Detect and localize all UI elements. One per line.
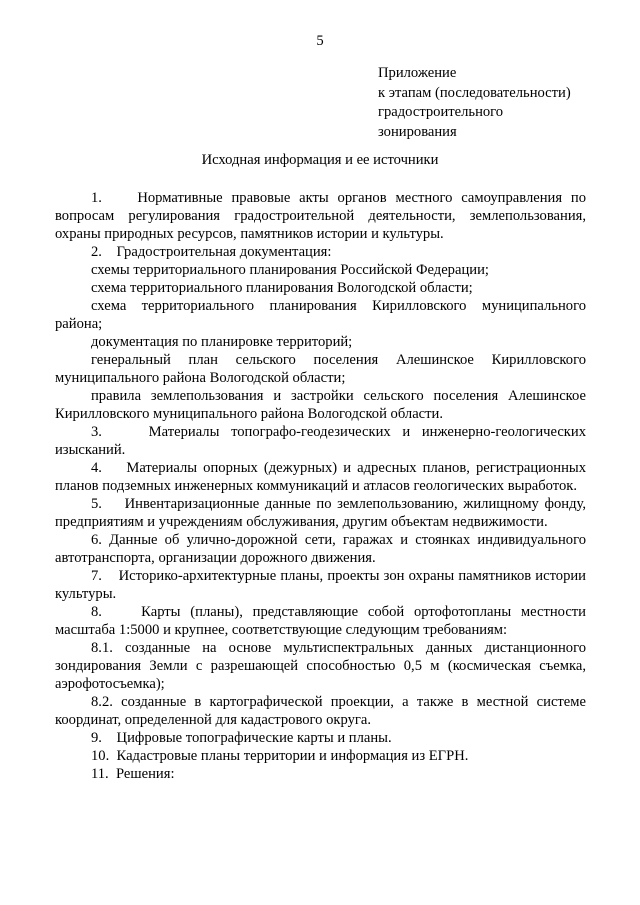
paragraph-2-item: схема территориального планирования Вологодской области; [91, 280, 473, 296]
paragraph-2-item: генеральный план сельского поселения Алешинское Кирилловского муниципального района Вологодской области; [55, 352, 586, 386]
appendix-line: Приложение [378, 65, 457, 81]
paragraph-4: 4. Материалы опорных (дежурных) и адресных планов, регистрационных планов подземных инженерных коммуникаций и атласов геологических выработок. [55, 460, 586, 494]
appendix-line: к этапам (последовательности) [378, 84, 571, 101]
paragraph-6: 6. Данные об улично-дорожной сети, гаражах и стоянках индивидуального автотранспорта, организации дорожного движения. [55, 532, 586, 566]
paragraph-3: 3. Материалы топографо-геодезических и инженерно-геологических изысканий. [55, 424, 586, 458]
appendix-line: зонирования [378, 123, 457, 140]
paragraph-1: 1. Нормативные правовые акты органов местного самоуправления по вопросам регулирования градостроительной деятельности, землепользования, охраны природных ресурсов, памятников истории и культуры. [55, 190, 586, 242]
paragraph-11: 11. Решения: [91, 766, 175, 782]
page-number: 5 [316, 33, 324, 49]
paragraph-5: 5. Инвентаризационные данные по землепользованию, жилищному фонду, предприятиям и учреждениям обслуживания, другим объектам недвижимости. [55, 496, 586, 530]
appendix-line: градостроительного [378, 104, 504, 120]
paragraph-8-2: 8.2. созданные в картографической проекции, а также в местной системе координат, определенной для кадастрового округа. [55, 694, 586, 728]
paragraph-8: 8. Карты (планы), представляющие собой ортофотопланы местности масштаба 1:5000 и крупнее, соответствующие следующим требованиям: [55, 604, 586, 638]
paragraph-2-item: документация по планировке территорий; [91, 334, 353, 350]
paragraph-2: 2. Градостроительная документация: [91, 244, 332, 260]
paragraph-2-item: схемы территориального планирования Российской Федерации; [91, 262, 489, 278]
document-heading: Исходная информация и ее источники [201, 152, 439, 168]
paragraph-9: 9. Цифровые топографические карты и планы. [91, 730, 392, 746]
document-body [55, 189, 586, 783]
paragraph-2-item: правила землепользования и застройки сельского поселения Алешинское Кирилловского муниципального района Вологодской области. [55, 388, 586, 422]
paragraph-2-item: схема территориального планирования Кирилловского муниципального района; [55, 298, 586, 332]
appendix-note [378, 64, 618, 142]
paragraph-8-1: 8.1. созданные на основе мультиспектральных данных дистанционного зондирования Земли с разрешающей способностью 0,5 м (космическая съемка, аэрофотосъемка); [55, 640, 586, 692]
paragraph-7: 7. Историко-архитектурные планы, проекты зон охраны памятников истории культуры. [55, 568, 586, 602]
paragraph-10: 10. Кадастровые планы территории и информация из ЕГРН. [91, 748, 469, 764]
